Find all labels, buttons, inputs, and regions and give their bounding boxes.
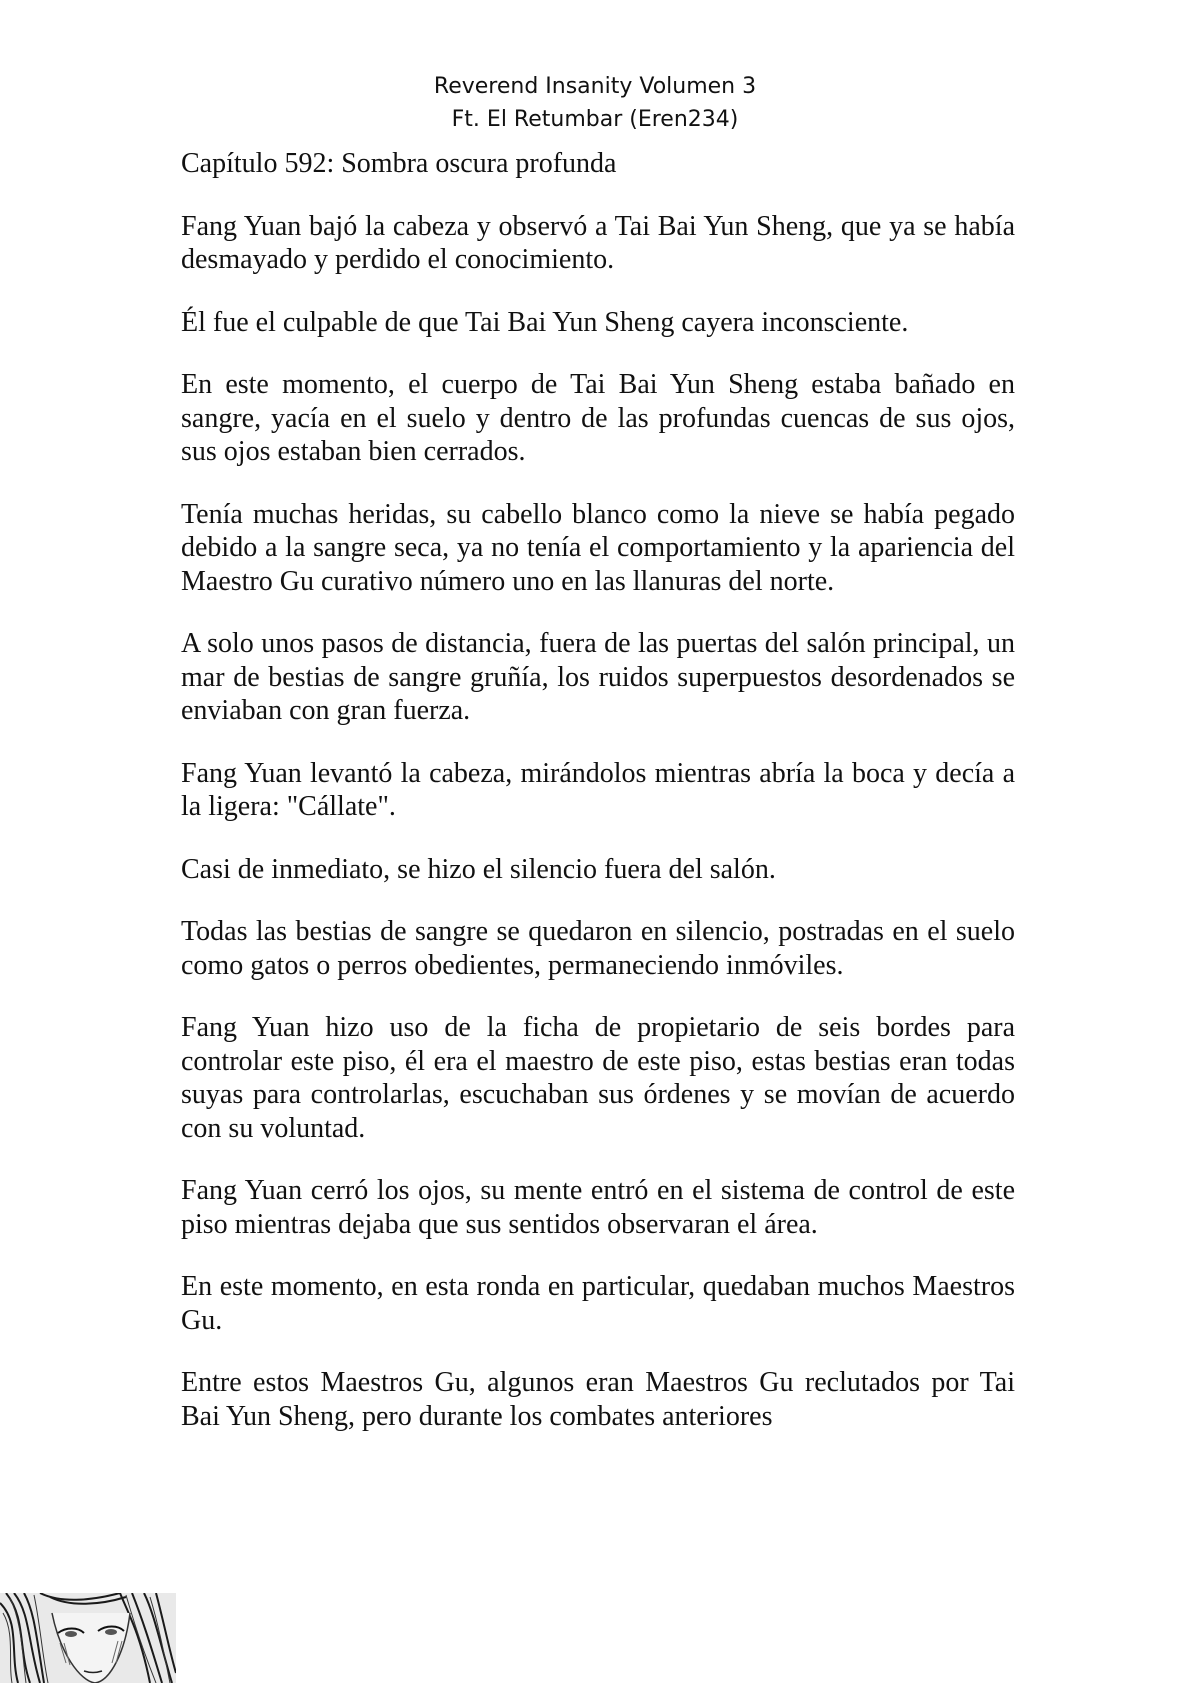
page-header: [0, 70, 1190, 136]
chapter-title: Capítulo 592: Sombra oscura profunda: [181, 148, 617, 179]
paragraph: Tenía muchas heridas, su cabello blanco como la nieve se había pegado debido a la sangre seca, ya no tenía el comportamiento y la apariencia del Maestro Gu curativo número uno en las llanuras del norte.: [181, 498, 1015, 597]
paragraph: Entre estos Maestros Gu, algunos eran Maestros Gu reclutados por Tai Bai Yun Sheng, pero durante los combates anteriores: [181, 1367, 1015, 1432]
paragraph: Fang Yuan hizo uso de la ficha de propietario de seis bordes para controlar este piso, él era el maestro de este piso, estas bestias eran todas suyas para controlarlas, escuchaban sus órdenes y se movían de acuerdo con su voluntad.: [181, 1012, 1015, 1144]
paragraph: Él fue el culpable de que Tai Bai Yun Sheng cayera inconsciente.: [181, 306, 909, 338]
paragraph: En este momento, en esta ronda en particular, quedaban muchos Maestros Gu.: [181, 1271, 1015, 1336]
paragraph: Fang Yuan cerró los ojos, su mente entró en el sistema de control de este piso mientras dejaba que sus sentidos observaran el área.: [181, 1175, 1015, 1240]
paragraph: En este momento, el cuerpo de Tai Bai Yun Sheng estaba bañado en sangre, yacía en el suelo y dentro de las profundas cuencas de sus ojos, sus ojos estaban bien cerrados.: [181, 369, 1015, 467]
document-body: [181, 147, 1015, 1462]
character-illustration: [0, 1593, 176, 1683]
paragraph: A solo unos pasos de distancia, fuera de las puertas del salón principal, un mar de bestias de sangre gruñía, los ruidos superpuestos desordenados se enviaban con gran fuerza.: [181, 628, 1015, 726]
header-title: Reverend Insanity Volumen 3: [433, 74, 757, 99]
paragraph: Fang Yuan bajó la cabeza y observó a Tai Bai Yun Sheng, que ya se había desmayado y perdido el conocimiento.: [181, 210, 1015, 275]
paragraph: Casi de inmediato, se hizo el silencio fuera del salón.: [181, 853, 776, 885]
header-credit: Ft. El Retumbar (Eren234): [451, 107, 739, 132]
paragraph: Fang Yuan levantó la cabeza, mirándolos mientras abría la boca y decía a la ligera: "Cállate".: [181, 757, 1015, 822]
paragraph: Todas las bestias de sangre se quedaron en silencio, postradas en el suelo como gatos o perros obedientes, permaneciendo inmóviles.: [181, 916, 1015, 981]
